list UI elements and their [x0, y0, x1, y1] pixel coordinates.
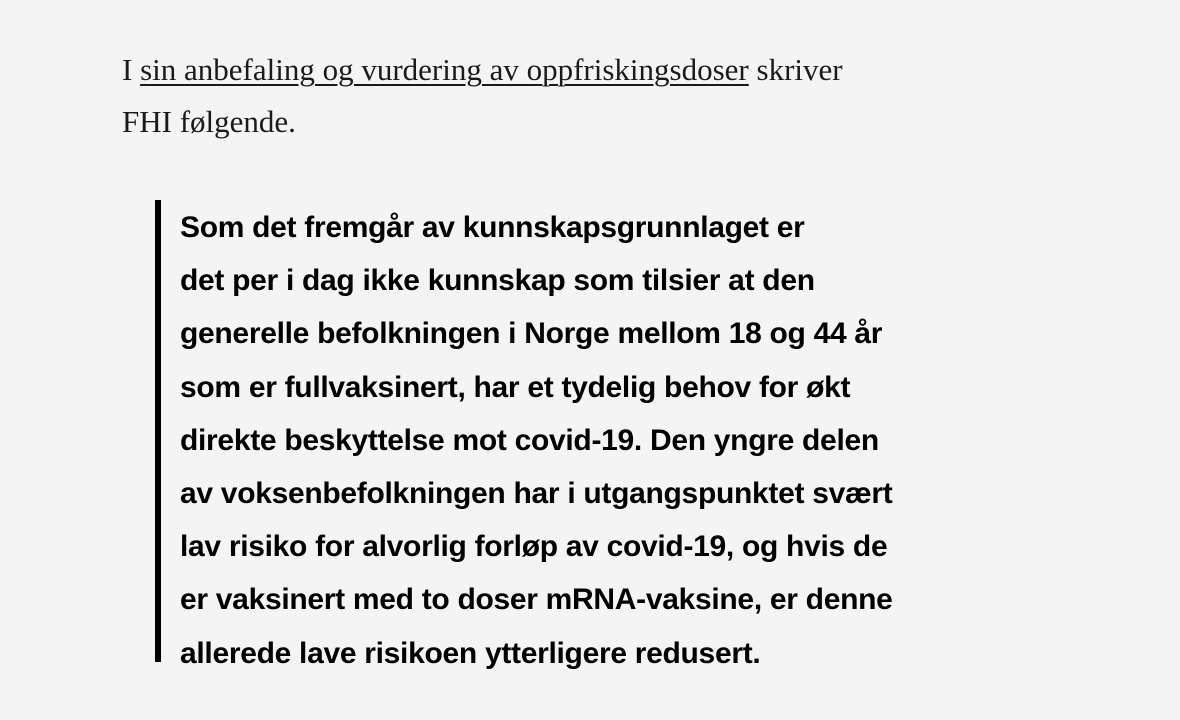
quote-line: generelle befolkningen i Norge mellom 18 og 44 år: [180, 317, 883, 351]
blockquote: [155, 200, 893, 670]
quote-line: Som det fremgår av kunnskapsgrunnlaget er: [180, 211, 805, 244]
quote-line: allerede lave risikoen ytterligere redusert.: [180, 636, 761, 670]
quote-line: det per i dag ikke kunnskap som tilsier at den: [180, 264, 815, 298]
quote-line: direkte beskyttelse mot covid-19. Den yngre delen: [180, 423, 879, 457]
quote-line: lav risiko for alvorlig forløp av covid-19, og hvis de: [180, 530, 888, 564]
quote-line: er vaksinert med to doser mRNA-vaksine, er denne: [180, 583, 893, 617]
recommendation-link[interactable]: sin anbefaling og vurdering av oppfriskingsdoser: [140, 52, 749, 87]
quote-line: av voksenbefolkningen har i utgangspunktet svært: [180, 477, 893, 511]
intro-line-2: FHI følgende.: [122, 104, 296, 139]
intro-prefix: I: [122, 52, 141, 87]
quote-line: som er fullvaksinert, har et tydelig behov for økt: [180, 370, 851, 404]
intro-paragraph: [122, 44, 843, 148]
intro-line-1: [122, 44, 843, 96]
intro-suffix: skriver: [748, 52, 843, 87]
